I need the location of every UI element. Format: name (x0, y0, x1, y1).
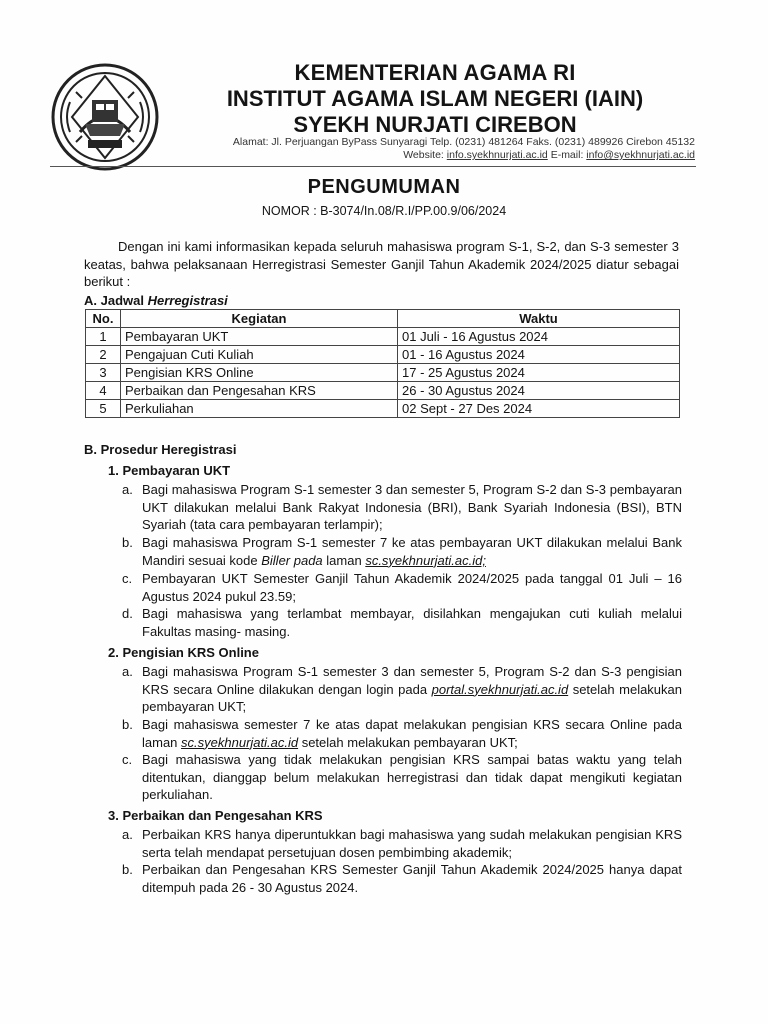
intro-paragraph: Dengan ini kami informasikan kepada seluruh mahasiswa program S-1, S-2, dan S-3 semester 3 keatas, bahwa pelaksanaan Herregistrasi Semester Ganjil Tahun Akademik 2024/2025 diatur sebagai berikut : (84, 239, 679, 289)
cell-no: 2 (86, 346, 121, 364)
item-letter: d. (122, 606, 133, 621)
cell-kegiatan: Pembayaran UKT (121, 328, 398, 346)
item-text (142, 534, 682, 569)
list-item (122, 605, 682, 640)
list-item (122, 481, 682, 534)
list-item (122, 826, 682, 861)
item-letter: a. (122, 664, 133, 679)
section-a-italic: Herregistrasi (147, 293, 228, 308)
list-item (122, 716, 682, 751)
email-link[interactable]: info@syekhnurjati.ac.id (586, 149, 695, 161)
cell-waktu: 01 - 16 Agustus 2024 (398, 346, 680, 364)
item-letter: b. (122, 535, 133, 550)
cell-kegiatan: Perbaikan dan Pengesahan KRS (121, 382, 398, 400)
cell-no: 4 (86, 382, 121, 400)
campus-name: SYEKH NURJATI CIREBON (293, 112, 577, 137)
item-letter: a. (122, 482, 133, 497)
address-block (150, 136, 695, 162)
contact-line (150, 149, 695, 162)
item-text (142, 663, 682, 716)
item-text (142, 716, 682, 751)
section-a-prefix: A. Jadwal (84, 293, 148, 308)
section-b-heading: B. Prosedur Heregistrasi (84, 442, 237, 457)
sub3-heading: 3. Perbaikan dan Pengesahan KRS (108, 808, 323, 823)
item-letter: c. (122, 571, 133, 586)
col-header-kegiatan: Kegiatan (121, 310, 398, 328)
institute-name: INSTITUT AGAMA ISLAM NEGERI (IAIN) (226, 86, 644, 111)
cell-kegiatan: Perkuliahan (121, 400, 398, 418)
sc-link[interactable]: sc.syekhnurjati.ac.id (181, 734, 299, 750)
text-segment: laman (322, 552, 366, 568)
item-text: Bagi mahasiswa yang tidak melakukan pengisian KRS sampai batas waktu yang telah ditentukan, dianggap belum melakukan herregistrasi dan tidak dapat mengikuti kegiatan perkuliahan. (142, 752, 682, 803)
list-item (122, 570, 682, 605)
list-item (122, 663, 682, 716)
document-number: NOMOR : B-3074/In.08/R.I/PP.00.9/06/2024 (261, 204, 507, 218)
website-link[interactable]: info.syekhnurjati.ac.id (446, 149, 548, 161)
text-italic: Biller pada (261, 552, 323, 568)
item-text: Perbaikan dan Pengesahan KRS Semester Ganjil Tahun Akademik 2024/2025 hanya dapat ditempuh pada 26 - 30 Agustus 2024. (142, 862, 682, 895)
institution-logo-icon (50, 62, 160, 172)
item-letter: a. (122, 827, 133, 842)
list-item (122, 751, 682, 804)
page-title: PENGUMUMAN (307, 176, 461, 198)
text-segment: Bagi mahasiswa semester 7 ke atas dapat melakukan pengisian KRS secara Online pada laman (142, 717, 682, 750)
cell-waktu: 26 - 30 Agustus 2024 (398, 382, 680, 400)
table-row (86, 328, 680, 346)
text-segment: Bagi mahasiswa Program S-1 semester 3 dan semester 5, Program S-2 dan S-3 pengisian KRS secara Online dilakukan dengan login pada (142, 664, 682, 697)
cell-no: 5 (86, 400, 121, 418)
item-letter: b. (122, 862, 133, 877)
sub1-heading: 1. Pembayaran UKT (108, 463, 231, 478)
item-text: Pembayaran UKT Semester Ganjil Tahun Akademik 2024/2025 pada tanggal 01 Juli – 16 Agustus 2024 pukul 23.59; (142, 571, 682, 604)
text-segment: setelah melakukan pembayaran UKT; (142, 681, 682, 715)
header-divider (50, 166, 696, 167)
letterhead (175, 60, 695, 138)
section-a-heading (84, 293, 228, 308)
cell-kegiatan: Pengajuan Cuti Kuliah (121, 346, 398, 364)
sc-link[interactable]: sc.syekhnurjati.ac.id; (365, 552, 486, 568)
col-header-waktu: Waktu (398, 310, 680, 328)
cell-waktu: 17 - 25 Agustus 2024 (398, 364, 680, 382)
table-row (86, 346, 680, 364)
item-letter: c. (122, 752, 133, 767)
email-label: E-mail: (550, 149, 584, 161)
list-item (122, 861, 682, 896)
schedule-table (85, 309, 680, 418)
table-header-row (86, 310, 680, 328)
ministry-name: KEMENTERIAN AGAMA RI (294, 60, 576, 85)
sub2-heading: 2. Pengisian KRS Online (108, 645, 259, 660)
col-header-no: No. (86, 310, 121, 328)
portal-link[interactable]: portal.syekhnurjati.ac.id (431, 681, 569, 697)
item-text: Perbaikan KRS hanya diperuntukkan bagi mahasiswa yang sudah melakukan pengisian KRS serta telah mendapat persetujuan dosen pembimbing akademik; (142, 827, 682, 860)
table-row (86, 364, 680, 382)
cell-no: 3 (86, 364, 121, 382)
cell-no: 1 (86, 328, 121, 346)
list-item (122, 534, 682, 569)
table-row (86, 400, 680, 418)
item-letter: b. (122, 717, 133, 732)
item-text: Bagi mahasiswa Program S-1 semester 3 dan semester 5, Program S-2 dan S-3 pembayaran UKT dilakukan melalui Bank Rakyat Indonesia (BRI), Bank Syariah Indonesia (BSI), BTN Syariah (tata cara pembayaran terlampir); (142, 482, 682, 533)
text-segment: setelah melakukan pembayaran UKT; (298, 734, 518, 750)
website-label: Website: (403, 149, 444, 161)
address-line: Alamat: Jl. Perjuangan ByPass Sunyaragi Telp. (0231) 481264 Faks. (0231) 489926 Cirebon 45132 (232, 136, 695, 148)
text-segment: Bagi mahasiswa Program S-1 semester 7 ke atas pembayaran UKT dilakukan melalui Bank Mandiri sesuai kode (142, 535, 682, 568)
cell-waktu: 01 Juli - 16 Agustus 2024 (398, 328, 680, 346)
table-row (86, 382, 680, 400)
cell-waktu: 02 Sept - 27 Des 2024 (398, 400, 680, 418)
cell-kegiatan: Pengisian KRS Online (121, 364, 398, 382)
item-text: Bagi mahasiswa yang terlambat membayar, disilahkan mengajukan cuti kuliah melalui Fakultas masing- masing. (142, 606, 682, 639)
